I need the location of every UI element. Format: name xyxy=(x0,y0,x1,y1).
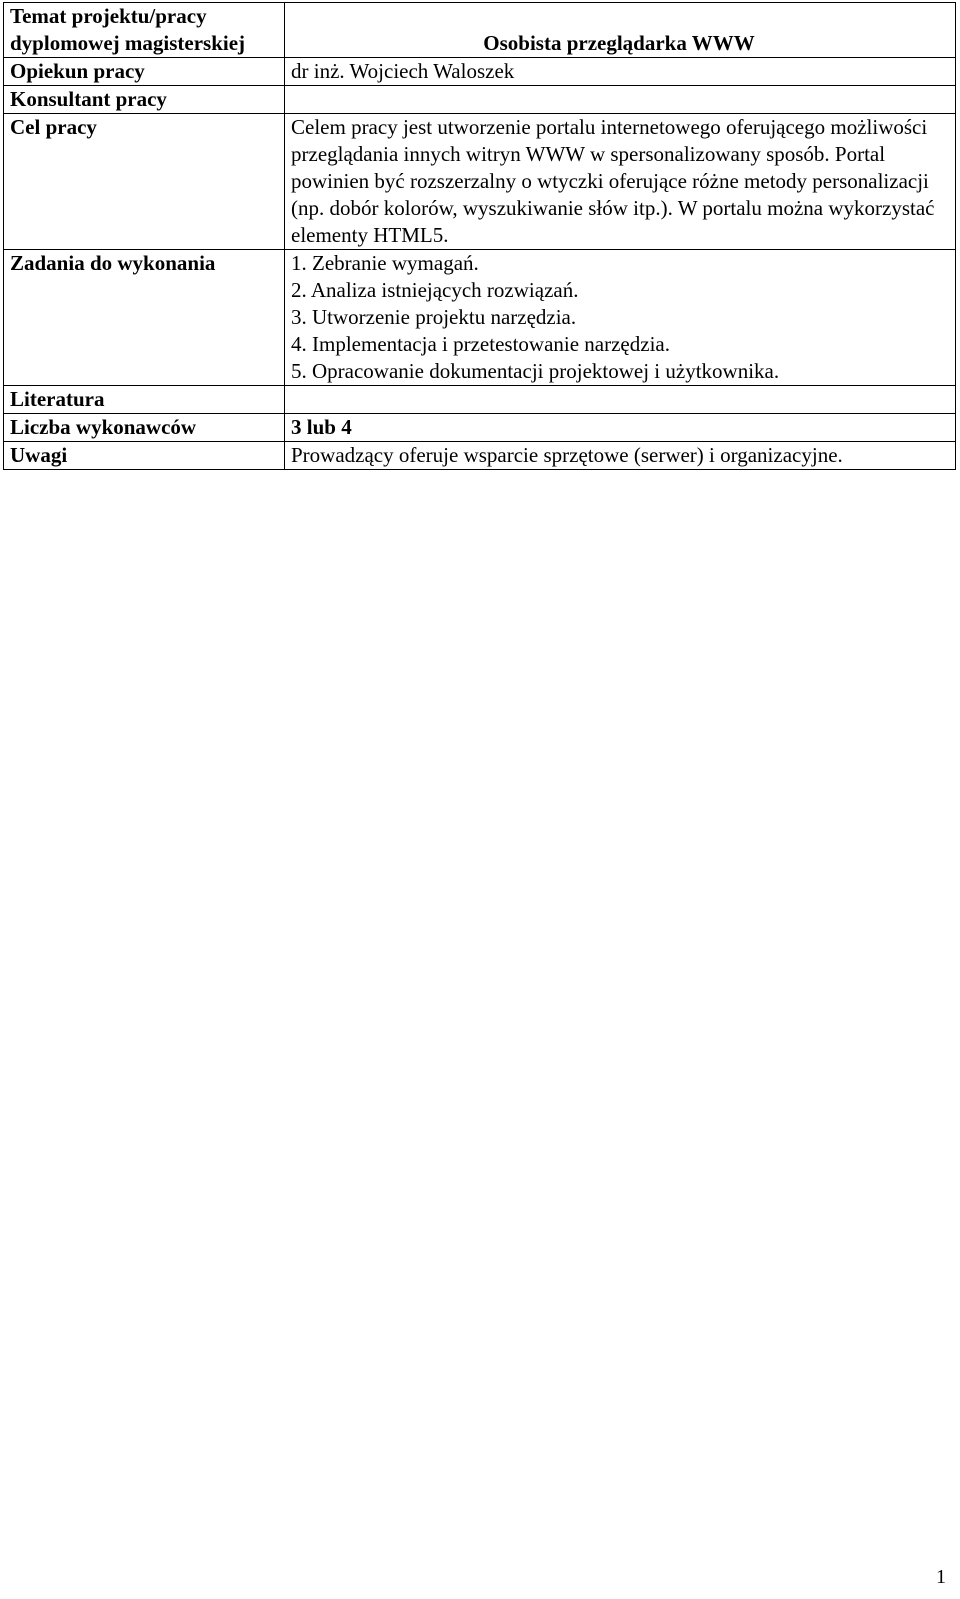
row-literature xyxy=(4,386,956,414)
task-item: 2. Analiza istniejących rozwiązań. xyxy=(291,278,579,302)
thesis-title-text: Osobista przeglądarka WWW xyxy=(483,31,755,55)
task-item: 4. Implementacja i przetestowanie narzędzia. xyxy=(291,332,670,356)
row-supervisor xyxy=(4,58,956,86)
tasks-list xyxy=(285,250,956,386)
notes-value: Prowadzący oferuje wsparcie sprzętowe (serwer) i organizacyjne. xyxy=(285,442,956,470)
task-item: 1. Zebranie wymagań. xyxy=(291,251,479,275)
tasks-label: Zadania do wykonania xyxy=(4,250,285,386)
title-label: Temat projektu/pracy dyplomowej magisterskiej xyxy=(4,3,285,58)
consultant-label: Konsultant pracy xyxy=(4,86,285,114)
task-item: 3. Utworzenie projektu narzędzia. xyxy=(291,305,577,329)
notes-label: Uwagi xyxy=(4,442,285,470)
thesis-topic-table xyxy=(3,2,956,470)
thesis-title xyxy=(285,3,956,58)
task-item: 5. Opracowanie dokumentacji projektowej i użytkownika. xyxy=(291,359,780,383)
supervisor-value: dr inż. Wojciech Waloszek xyxy=(285,58,956,86)
supervisor-label: Opiekun pracy xyxy=(4,58,285,86)
goal-value: Celem pracy jest utworzenie portalu internetowego oferującego możliwości przeglądania innych witryn WWW w spersonalizowany sposób. Portal powinien być rozszerzalny o wtyczki oferujące różne metody personalizacji (np. dobór kolorów, wyszukiwanie słów itp.). W portalu można wykorzystać elementy HTML5. xyxy=(285,114,956,250)
team-size-value: 3 lub 4 xyxy=(285,414,956,442)
goal-label: Cel pracy xyxy=(4,114,285,250)
row-title xyxy=(4,3,956,58)
team-size-label: Liczba wykonawców xyxy=(4,414,285,442)
literature-label: Literatura xyxy=(4,386,285,414)
row-team-size xyxy=(4,414,956,442)
row-goal xyxy=(4,114,956,250)
row-notes xyxy=(4,442,956,470)
row-tasks xyxy=(4,250,956,386)
consultant-value xyxy=(285,86,956,114)
row-consultant xyxy=(4,86,956,114)
page-number: 1 xyxy=(936,1566,946,1588)
literature-value xyxy=(285,386,956,414)
